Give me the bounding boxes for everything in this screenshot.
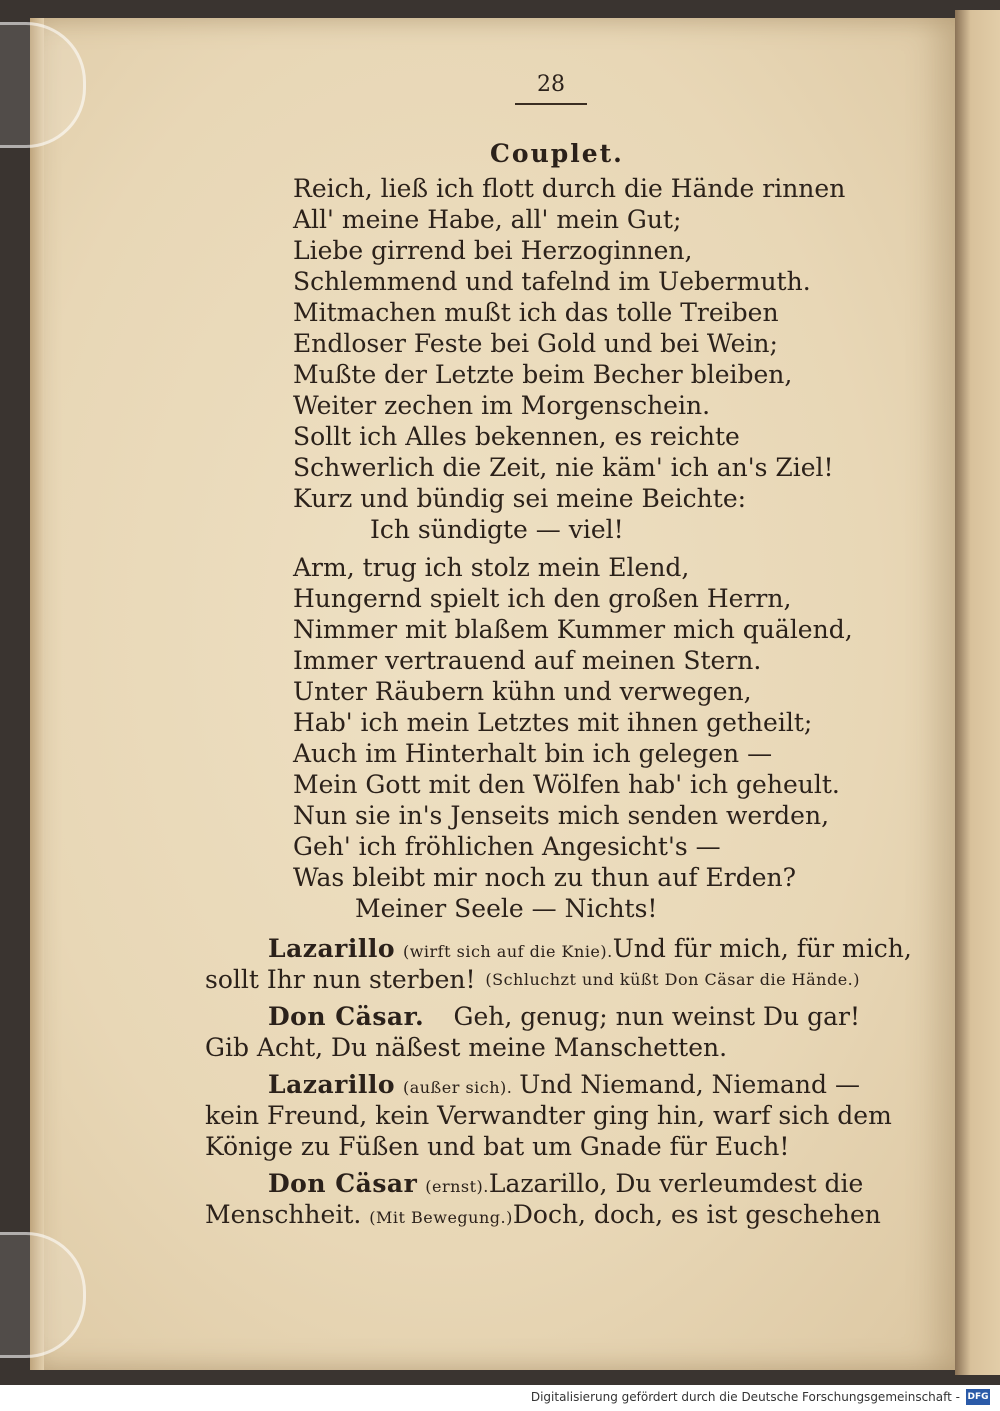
digitization-footer (0, 1385, 1000, 1411)
dialogue-text: Gib Acht, Du näßest meine Manschetten. (205, 1033, 728, 1062)
dialogue-text: Und für mich, für mich, (612, 934, 912, 963)
verse-line: Mein Gott mit den Wölfen hab' ich geheult. (293, 770, 840, 799)
verse-line: Geh' ich fröhlichen Angesicht's — (293, 832, 721, 861)
dialogue-line (268, 1002, 860, 1031)
verse-line: Mußte der Letzte beim Becher bleiben, (293, 360, 793, 389)
dialogue-line (205, 965, 860, 994)
dialogue-line (205, 1132, 860, 1161)
section-title: Couplet. (490, 139, 624, 168)
stage-direction: (außer sich). (402, 1078, 513, 1097)
stage-direction: (ernst). (425, 1177, 489, 1196)
footer-credit: Digitalisierung gefördert durch die Deutsche Forschungsgemeinschaft - (530, 1390, 960, 1404)
verse-line: Unter Räubern kühn und verwegen, (293, 677, 752, 706)
speaker-name: Don Cäsar. (268, 1002, 425, 1031)
dialogue-text: Lazarillo, Du verleumdest die (488, 1169, 864, 1198)
speaker-name: Lazarillo (268, 1070, 396, 1099)
verse-refrain: Ich sündigte — viel! (370, 515, 624, 544)
verse-line: Was bleibt mir noch zu thun auf Erden? (293, 863, 797, 892)
dialogue-text: Geh, genug; nun weinst Du gar! (453, 1002, 860, 1031)
dialogue-line (205, 1101, 892, 1130)
dialogue-text: Menschheit. (205, 1200, 362, 1229)
stage-direction: (wirft sich auf die Knie). (402, 942, 613, 961)
stage-direction: (Schluchzt und küßt Don Cäsar die Hände.) (485, 970, 860, 989)
verse-line: Endloser Feste bei Gold und bei Wein; (293, 329, 778, 358)
verse-line: Liebe girrend bei Herzoginnen, (293, 236, 693, 265)
dialogue-text: Doch, doch, es ist geschehen (512, 1200, 881, 1229)
verse-line: Kurz und bündig sei meine Beichte: (293, 484, 747, 513)
verse-line: All' meine Habe, all' mein Gut; (293, 205, 682, 234)
verse-line: Weiter zechen im Morgenschein. (293, 391, 711, 420)
dfg-logo: DFG (966, 1389, 990, 1405)
verse-refrain: Meiner Seele — Nichts! (355, 894, 658, 923)
verse-line: Schlemmend und tafelnd im Uebermuth. (293, 267, 811, 296)
dialogue-line (268, 1169, 864, 1198)
verse-line: Arm, trug ich stolz mein Elend, (293, 553, 690, 582)
page-gutter (30, 18, 44, 1370)
dialogue-text: kein Freund, kein Verwandter ging hin, warf sich dem (205, 1101, 892, 1130)
verse-line: Mitmachen mußt ich das tolle Treiben (293, 298, 779, 327)
verse-line: Schwerlich die Zeit, nie käm' ich an's Ziel! (293, 453, 834, 482)
speaker-name: Don Cäsar (268, 1169, 418, 1198)
speaker-name: Lazarillo (268, 934, 396, 963)
dialogue-line (268, 1070, 860, 1099)
page-number-rule (515, 103, 587, 105)
verse-line: Immer vertrauend auf meinen Stern. (293, 646, 762, 675)
verse-line: Hab' ich mein Letztes mit ihnen getheilt; (293, 708, 813, 737)
dialogue-text: sollt Ihr nun sterben! (205, 965, 476, 994)
dialogue-line (268, 934, 912, 963)
dialogue-text: Und Niemand, Niemand — (519, 1070, 860, 1099)
stage-direction: (Mit Bewegung.) (369, 1208, 513, 1227)
dialogue-line (205, 1033, 860, 1062)
verse-line: Reich, ließ ich flott durch die Hände rinnen (293, 174, 846, 203)
dialogue-line (205, 1200, 881, 1229)
dialogue-text: Könige zu Füßen und bat um Gnade für Euch! (205, 1132, 790, 1161)
verse-line: Hungernd spielt ich den großen Herrn, (293, 584, 792, 613)
verse-line: Nimmer mit blaßem Kummer mich quälend, (293, 615, 853, 644)
verse-line: Sollt ich Alles bekennen, es reichte (293, 422, 740, 451)
verse-line: Nun sie in's Jenseits mich senden werden, (293, 801, 830, 830)
page-number: 28 (537, 72, 565, 97)
adjacent-page-edge (955, 10, 1000, 1375)
verse-line: Auch im Hinterhalt bin ich gelegen — (293, 739, 773, 768)
